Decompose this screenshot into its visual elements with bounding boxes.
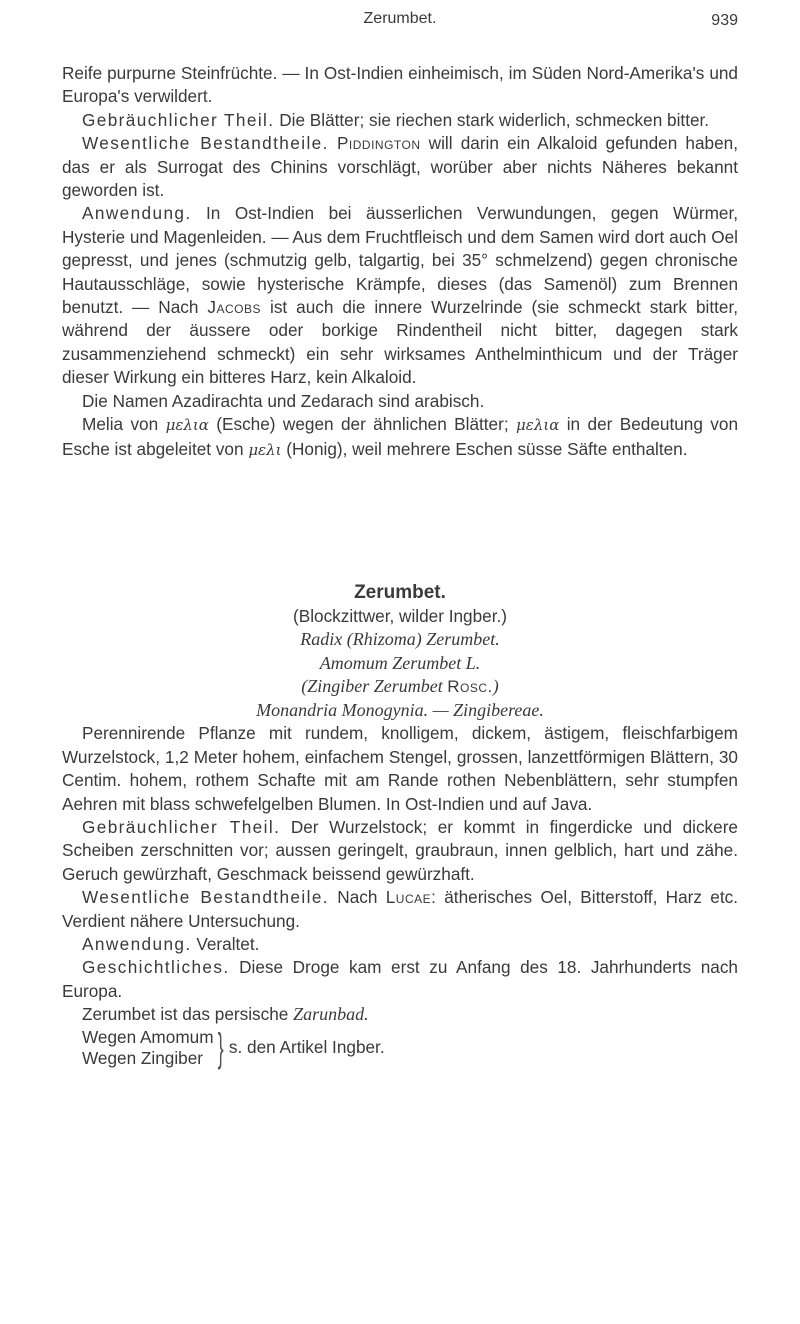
section-heading: Geschichtliches. xyxy=(82,957,230,978)
zerumbet-history-paragraph: Geschichtliches. Diese Droge kam erst zu Anfang des 18. Jahrhunderts nach Europa. xyxy=(62,957,738,1001)
section-heading: Anwendung. xyxy=(82,203,192,224)
greek-word: μελια xyxy=(516,416,560,435)
greek-word: μελι xyxy=(248,440,282,459)
melia-etymology-paragraph: Melia von μελια (Esche) wegen der ähnlichen Blätter; μελια in der Bedeutung von Esche ist abgeleitet von μελι (Honig), weil mehrere Eschen süsse Säfte enthalten. xyxy=(62,414,739,459)
section-heading: Wesentliche Bestandtheile. xyxy=(82,133,329,154)
section-heading: Anwendung. xyxy=(82,934,192,955)
persian-word: Zarunbad. xyxy=(293,1004,369,1025)
zerumbet-description-paragraph: Perennirende Pflanze mit rundem, knolligem, dickem, ästigem, fleischfarbigem Wurzelstock, 1,2 Meter hohem, einfachem Stengel, grossen, lanzettförmigen Blättern, 30 Centim. hohem, rothem Schafte mit am Rande rothen Nebenblättern, sehr stumpfen Aehren mit blass schwefelgelben Blumen. In Ost-Indien und auf Java. xyxy=(62,723,738,814)
greek-word: μελια xyxy=(165,416,209,435)
common-names: (Blockzittwer, wilder Ingber.) xyxy=(293,605,507,626)
cross-reference xyxy=(82,1027,738,1069)
cross-reference-line: Wegen Amomum xyxy=(82,1026,214,1047)
zerumbet-use-paragraph: Anwendung. Veraltet. xyxy=(82,934,260,955)
page-number: 939 xyxy=(711,12,738,29)
classification: Monandria Monogynia. — Zingibereae. xyxy=(256,699,544,720)
melia-names-paragraph: Die Namen Azadirachta und Zedarach sind arabisch. xyxy=(82,390,485,411)
cross-reference-target: s. den Artikel Ingber. xyxy=(228,1037,385,1058)
brace-icon: } xyxy=(217,1025,224,1070)
page-header xyxy=(0,8,800,34)
melia-constituents-paragraph: Wesentliche Bestandtheile. Piddington will darin ein Alkaloid gefunden haben, das er als Surrogat des Chinins vorschlägt, worüber aber nichts Näheres bekannt geworden ist. xyxy=(62,133,738,201)
section-heading: Wesentliche Bestandtheile. xyxy=(82,887,329,908)
article-title: Zerumbet. xyxy=(354,581,446,603)
section-heading: Gebräuchlicher Theil. xyxy=(82,817,281,838)
melia-fruit-paragraph: Reife purpurne Steinfrüchte. — In Ost-Indien einheimisch, im Süden Nord-Amerika's und Europa's verwildert. xyxy=(62,63,738,107)
author-name: Jacobs xyxy=(207,297,262,318)
cross-reference-terms xyxy=(82,1027,214,1069)
author-name: Rosc. xyxy=(447,677,493,697)
botanical-name: Amomum Zerumbet L. xyxy=(319,652,481,673)
drug-name: Radix (Rhizoma) Zerumbet. xyxy=(300,629,500,650)
page-body xyxy=(62,62,738,1069)
zerumbet-constituents-paragraph: Wesentliche Bestandtheile. Nach Lucae: ätherisches Oel, Bitterstoff, Harz etc. Verdient nähere Untersuchung. xyxy=(62,887,738,931)
zerumbet-title-block xyxy=(62,580,738,723)
zerumbet-part-paragraph: Gebräuchlicher Theil. Der Wurzelstock; er kommt in fingerdicke und dickere Scheiben zerschnitten vor; aussen geringelt, graubraun, innen gelblich, hart und zähe. Geruch gewürzhaft, Geschmack beissend gewürzhaft. xyxy=(62,817,738,884)
running-title: Zerumbet. xyxy=(363,10,437,27)
author-name: Piddington xyxy=(336,133,421,154)
section-heading: Gebräuchlicher Theil. xyxy=(82,109,275,130)
melia-use-paragraph: Anwendung. In Ost-Indien bei äusserlichen Verwundungen, gegen Würmer, Hysterie und Magenleiden. — Aus dem Fruchtfleisch und dem Samen wird dort auch Oel gepresst, und jenes (schmutzig gelb, talgartig, bei 35° schmelzend) gegen chronische Hautausschläge, sowie hysterische Krämpfe, dieses (das Samenöl) zum Brennen benutzt. — Nach Jacobs ist auch die innere Wurzelrinde (sie schmeckt stark bitter, während der äussere oder borkige Rindentheil nicht bitter, dagegen stark zusammenziehend schmeckt) ein sehr wirksames Anthelminthicum und der Träger dieser Wirkung ein bitteres Harz, kein Alkaloid. xyxy=(62,203,738,388)
synonym-name: (Zingiber Zerumbet Rosc.) xyxy=(301,676,499,697)
melia-part-paragraph: Gebräuchlicher Theil. Die Blätter; sie riechen stark widerlich, schmecken bitter. xyxy=(82,109,710,130)
cross-reference-line: Wegen Zingiber xyxy=(82,1047,204,1068)
author-name: Lucae xyxy=(385,887,432,908)
zerumbet-persian-paragraph: Zerumbet ist das persische Zarunbad. xyxy=(82,1004,369,1025)
